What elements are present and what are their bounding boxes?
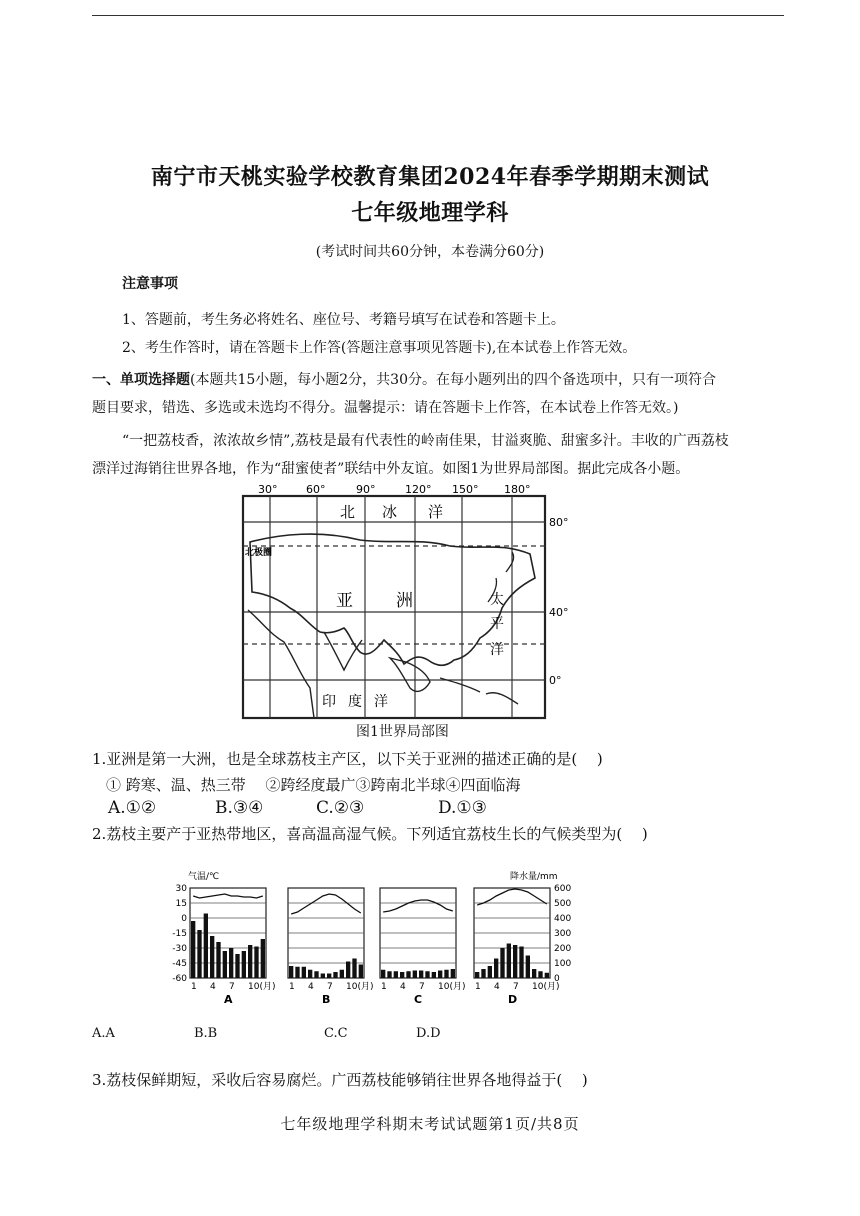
world-map-figure <box>240 482 580 722</box>
precip-bar <box>197 930 201 978</box>
panel-letter: D <box>508 993 518 1006</box>
panel-letter: A <box>224 993 233 1006</box>
lat-label: 80° <box>549 516 569 529</box>
map-label-asia: 亚 <box>336 591 353 611</box>
precip-tick-label: 600 <box>554 884 572 894</box>
month-tick-label: 1 <box>289 982 295 992</box>
precip-bar <box>432 972 436 978</box>
month-tick-label: 1 <box>381 982 387 992</box>
precip-bar <box>248 945 252 978</box>
precip-tick-label: 0 <box>554 974 560 984</box>
map-label-north: 洋 <box>428 503 444 521</box>
section1-line1 <box>92 366 716 394</box>
precip-tick-label: 400 <box>554 914 572 924</box>
q1-stem: 1.亚洲是第一大洲，也是全球荔枝主产区，以下关于亚洲的描述正确的是( ) <box>92 750 603 768</box>
q2-option-b[interactable]: B.B <box>194 1026 218 1041</box>
precip-bar <box>223 951 227 978</box>
temp-tick-label: 30 <box>175 884 187 894</box>
temp-tick-label: -15 <box>172 929 187 939</box>
month-tick-label: 10(月) <box>346 982 374 992</box>
precip-bar <box>494 959 498 979</box>
panel-letter: C <box>414 993 423 1006</box>
lon-label: 180° <box>504 483 531 496</box>
map-label-indian: 度 <box>348 694 362 710</box>
precip-tick-label: 500 <box>554 899 572 909</box>
precip-bar <box>519 947 523 979</box>
precip-bar <box>235 954 239 978</box>
precip-bar <box>289 966 293 978</box>
precip-bar <box>438 971 442 979</box>
section1-desc: (本题共15小题，每小题2分，共30分。在每小题列出的四个备选项中，只有一项符合 <box>190 372 716 388</box>
lat-label: 40° <box>549 606 569 619</box>
q1-option-d[interactable]: D.①③ <box>438 798 487 818</box>
q2-stem: 2.荔枝主要产于亚热带地区，喜高温高湿气候。下列适宜荔枝生长的气候类型为( ) <box>92 825 648 843</box>
q2-option-c[interactable]: C.C <box>324 1026 348 1041</box>
top-rule <box>92 15 784 16</box>
month-tick-label: 10(月) <box>438 982 466 992</box>
precip-bar <box>210 936 214 978</box>
climate-panel <box>474 888 559 1006</box>
precip-bar <box>346 962 350 979</box>
precip-bar <box>419 971 423 979</box>
month-tick-label: 7 <box>513 982 519 992</box>
map-label-pacific: 洋 <box>490 642 504 658</box>
month-tick-label: 10(月) <box>532 982 560 992</box>
precip-bar <box>481 969 485 978</box>
month-tick-label: 1 <box>475 982 481 992</box>
precip-bar <box>204 914 208 979</box>
climate-charts <box>168 868 588 1010</box>
month-tick-label: 10(月) <box>248 982 276 992</box>
precip-bar <box>295 967 299 978</box>
precip-bar <box>314 971 318 978</box>
temp-tick-label: -30 <box>172 944 187 954</box>
month-tick-label: 7 <box>327 982 333 992</box>
precip-bar <box>425 971 429 978</box>
climate-panel <box>380 888 465 1006</box>
lon-label: 60° <box>306 483 326 496</box>
climate-panel <box>288 888 373 1006</box>
precip-bar <box>451 969 455 978</box>
map-label-indian: 印 <box>322 694 336 710</box>
notice-item-2: 2、考生作答时，请在答题卡上作答(答题注意事项见答题卡),在本试卷上作答无效。 <box>122 340 637 356</box>
q1-option-c[interactable]: C.②③ <box>316 798 365 818</box>
precip-tick-label: 300 <box>554 929 572 939</box>
map-label-indian: 洋 <box>374 694 388 710</box>
precip-bar <box>500 948 504 978</box>
month-tick-label: 4 <box>400 982 406 992</box>
month-tick-label: 1 <box>191 982 197 992</box>
page-footer: 七年级地理学科期末考试试题第1页/共8页 <box>280 1115 580 1133</box>
exam-title: 南宁市天桃实验学校教育集团2024年春季学期期末测试 <box>150 164 710 190</box>
temp-tick-label: 15 <box>175 899 187 909</box>
precip-bar <box>333 972 337 978</box>
lon-label: 150° <box>452 483 479 496</box>
lon-label: 120° <box>405 483 432 496</box>
precip-bar <box>413 971 417 979</box>
map-label-asia: 洲 <box>396 591 413 611</box>
precip-bar <box>352 959 356 979</box>
precip-tick-label: 200 <box>554 944 572 954</box>
precip-bar <box>359 965 363 979</box>
climate-panel <box>190 888 275 1006</box>
precip-bar <box>216 942 220 978</box>
precip-bar <box>321 974 325 979</box>
q1-statements: ① 跨寒、温、热三带 ②跨经度最广③跨南北半球④四面临海 <box>106 776 521 794</box>
month-tick-label: 4 <box>308 982 314 992</box>
precip-bar <box>254 947 258 979</box>
precip-axis-label: 降水量/mm <box>510 872 558 882</box>
precip-bar <box>444 970 448 978</box>
section1-desc-2: 题目要求，错选、多选或未选均不得分。温馨提示：请在答题卡上作答，在本试卷上作答无效。) <box>92 400 679 416</box>
q1-option-b[interactable]: B.③④ <box>215 798 264 818</box>
precip-bar <box>538 971 542 978</box>
month-tick-label: 4 <box>494 982 500 992</box>
lat-label: 0° <box>549 674 562 687</box>
precip-bar <box>242 951 246 978</box>
map-label-north: 北 <box>340 503 356 521</box>
precip-bar <box>488 966 492 978</box>
arctic-circle-label: 北极圈 <box>245 548 273 558</box>
temp-tick-label: 0 <box>181 914 187 924</box>
temp-tick-label: -45 <box>172 959 187 969</box>
subject-title: 七年级地理学科 <box>351 200 509 226</box>
precip-tick-label: 100 <box>554 959 572 969</box>
precip-bar <box>308 970 312 978</box>
precip-bar <box>406 971 410 978</box>
map-label-pacific: 平 <box>490 616 504 632</box>
notice-item-1: 1、答题前，考生务必将姓名、座位号、考籍号填写在试卷和答题卡上。 <box>122 312 565 328</box>
precip-bar <box>340 970 344 978</box>
precip-bar <box>394 971 398 978</box>
month-tick-label: 4 <box>210 982 216 992</box>
precip-bar <box>532 969 536 978</box>
q2-option-d[interactable]: D.D <box>416 1026 441 1041</box>
precip-bar <box>475 972 479 978</box>
q2-option-a[interactable]: A.A <box>92 1026 115 1041</box>
temp-axis-label: 气温/℃ <box>188 872 220 882</box>
section1-title: 一、单项选择题 <box>92 372 190 388</box>
precip-bar <box>381 970 385 978</box>
map-label-north: 冰 <box>382 503 398 521</box>
precip-bar <box>229 948 233 978</box>
precip-bar <box>526 956 530 979</box>
precip-bar <box>400 972 404 978</box>
map-label-pacific: 太 <box>490 592 504 608</box>
lon-label: 90° <box>356 483 376 496</box>
panel-letter: B <box>322 993 331 1006</box>
precip-bar <box>545 973 549 978</box>
intro-line-1: “一把荔枝香，浓浓故乡情”,荔枝是最有代表性的岭南佳果，甘溢爽脆、甜蜜多汁。丰收的广西荔枝 <box>122 433 729 449</box>
precip-bar <box>513 945 517 978</box>
map-caption: 图1世界局部图 <box>356 724 449 740</box>
precip-bar <box>191 921 195 978</box>
precip-bar <box>387 971 391 978</box>
month-tick-label: 7 <box>229 982 235 992</box>
q1-option-a[interactable]: A.①② <box>108 798 157 818</box>
notice-heading: 注意事项 <box>122 276 178 292</box>
temp-tick-label: -60 <box>172 974 187 984</box>
exam-info: (考试时间共60分钟，本卷满分60分) <box>315 244 545 260</box>
lon-label: 30° <box>258 483 278 496</box>
intro-line-2: 漂洋过海销往世界各地，作为“甜蜜使者”联结中外友谊。如图1为世界局部图。据此完成各小题。 <box>92 461 690 477</box>
precip-bar <box>261 939 265 978</box>
q3-stem: 3.荔枝保鲜期短，采收后容易腐烂。广西荔枝能够销往世界各地得益于( ) <box>92 1071 588 1089</box>
precip-bar <box>507 944 511 979</box>
precip-bar <box>302 967 306 978</box>
month-tick-label: 7 <box>419 982 425 992</box>
precip-bar <box>327 974 331 979</box>
